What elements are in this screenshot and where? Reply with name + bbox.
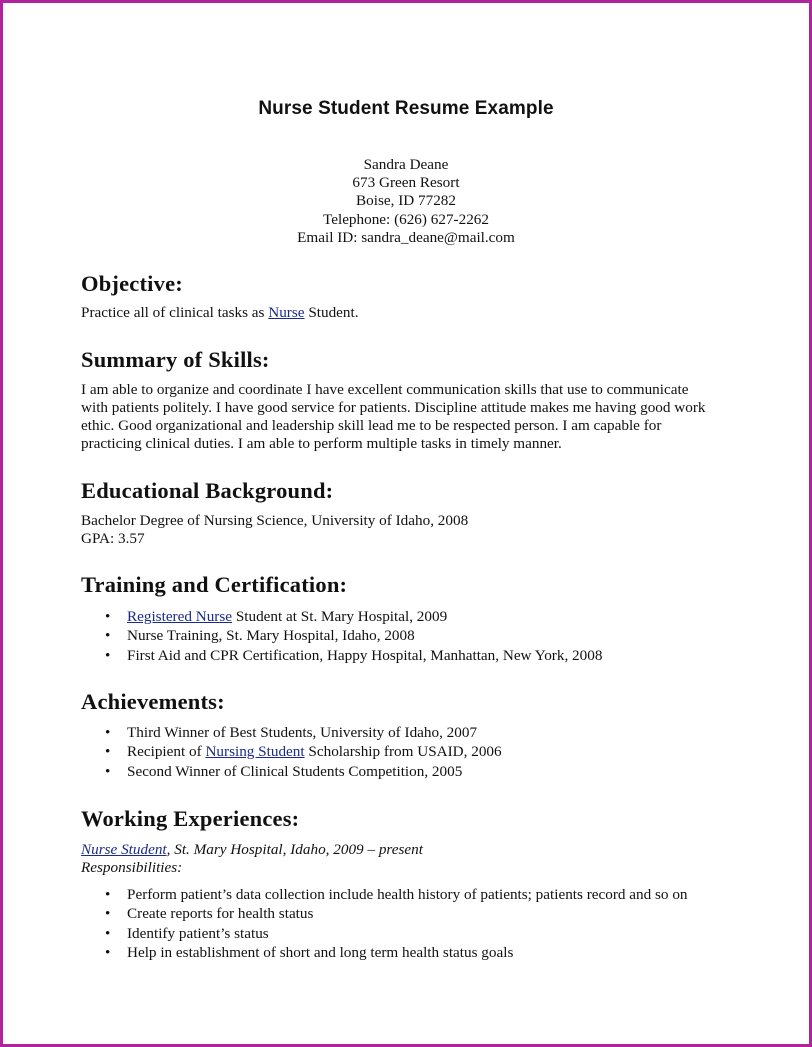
contact-telephone: Telephone: (626) 627-2262 [323,210,489,228]
page-title: Nurse Student Resume Example [258,98,554,119]
objective-heading: Objective: [81,271,183,296]
bullet-icon: • [105,943,111,961]
skills-line: I am able to organize and coordinate I have excellent communication skills that use to communicate [81,381,689,398]
list-item-text: Perform patient’s data collection include health history of patients; patients record and so on [127,886,688,903]
list-item-text: Scholarship from USAID, 2006 [304,743,502,761]
list-item [103,762,502,781]
training-heading: Training and Certification: [81,572,348,597]
list-item-text: Create reports for health status [127,905,314,923]
skills-heading: Summary of Skills: [81,347,270,372]
list-item [103,924,688,943]
list-item [103,943,688,962]
list-item-text: Third Winner of Best Students, University of Idaho, 2007 [127,724,478,741]
contact-city: Boise, ID 77282 [356,192,456,210]
list-item [103,885,688,904]
experience-role [81,841,751,877]
experience-role-details: , St. Mary Hospital, Idaho, 2009 – present [166,841,423,858]
education-degree: Bachelor Degree of Nursing Science, University of Idaho, 2008 [81,512,469,529]
contact-name: Sandra Deane [363,156,449,173]
bullet-icon: • [105,627,111,645]
list-item-text: Identify patient’s status [127,924,269,942]
list-item-text: Help in establishment of short and long term health status goals [127,943,514,961]
responsibilities-label: Responsibilities: [81,859,183,876]
objective-text [81,304,751,322]
skills-line: with patients politely. I have good service for patients. Discipline attitude makes me having good work [81,399,706,416]
list-item [103,646,602,665]
training-list [103,607,602,665]
bullet-icon: • [105,924,111,942]
contact-email: Email ID: sandra_deane@mail.com [297,228,515,246]
skills-paragraph [81,381,751,453]
bullet-icon: • [105,905,111,923]
bullet-icon: • [105,743,111,761]
registered-nurse-link[interactable]: Registered Nurse [127,608,233,625]
bullet-icon: • [105,608,111,625]
list-item-text: Recipient of [127,743,206,761]
nursing-student-link[interactable]: Nursing Student [205,743,305,761]
contact-block [3,156,809,247]
list-item [103,626,602,645]
resume-page [3,3,809,1044]
education-gpa: GPA: 3.57 [81,530,145,547]
bullet-icon: • [105,762,111,780]
list-item [103,723,502,742]
list-item [103,904,688,923]
list-item-text: Second Winner of Clinical Students Competition, 2005 [127,762,463,780]
objective-nurse-link[interactable]: Nurse [268,304,305,321]
skills-line: ethic. Good organizational and leadership skill lead me to be respected person. I am capable for [81,417,662,434]
responsibilities-list [103,885,688,962]
list-item [103,742,502,761]
bullet-icon: • [105,724,111,741]
objective-text-after: Student. [304,304,359,321]
list-item-text: Student at St. Mary Hospital, 2009 [232,608,448,625]
objective-text-before: Practice all of clinical tasks as [81,304,269,321]
experience-nurse-student-link[interactable]: Nurse Student [81,841,167,858]
achievements-list [103,723,502,781]
education-heading: Educational Background: [81,478,334,503]
contact-street: 673 Green Resort [352,174,460,192]
skills-line: practicing clinical duties. I am able to perform multiple tasks in timely manner. [81,435,562,452]
list-item-text: Nurse Training, St. Mary Hospital, Idaho, 2008 [127,627,415,645]
bullet-icon: • [105,646,111,664]
education-paragraph [81,512,751,548]
list-item-text: First Aid and CPR Certification, Happy Hospital, Manhattan, New York, 2008 [127,646,603,664]
list-item [103,607,602,626]
achievements-heading: Achievements: [81,689,225,714]
experience-role-line [81,841,751,859]
experience-heading: Working Experiences: [81,806,300,831]
bullet-icon: • [105,886,111,903]
